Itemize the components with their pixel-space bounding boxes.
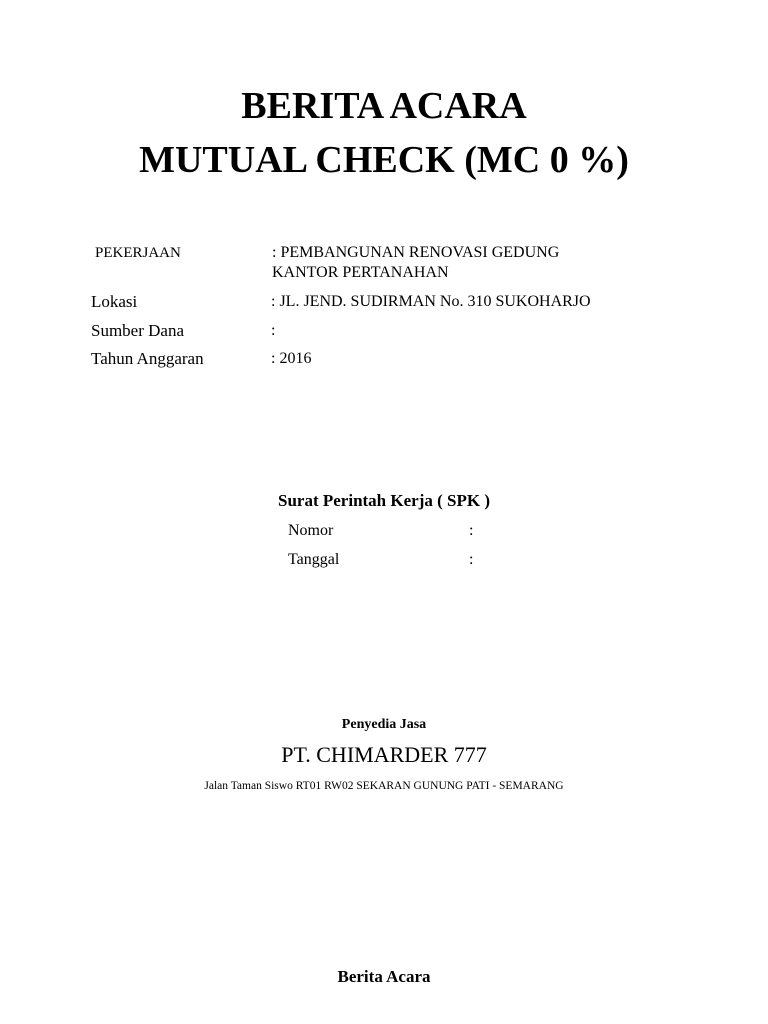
lokasi-label: Lokasi	[91, 292, 138, 311]
provider-company: PT. CHIMARDER 777	[281, 742, 487, 767]
pekerjaan-value-line-1: : PEMBANGUNAN RENOVASI GEDUNG	[272, 244, 560, 261]
title-line-1: BERITA ACARA	[241, 85, 527, 127]
sumber-dana-value: :	[271, 322, 276, 339]
spk-tanggal-value: :	[469, 551, 474, 568]
pekerjaan-value-line-2: KANTOR PERTANAHAN	[272, 264, 449, 281]
lokasi-value: : JL. JEND. SUDIRMAN No. 310 SUKOHARJO	[271, 293, 591, 310]
footer-heading: Berita Acara	[337, 967, 431, 986]
spk-title: Surat Perintah Kerja ( SPK )	[278, 491, 490, 510]
tahun-anggaran-value: : 2016	[271, 350, 312, 367]
sumber-dana-label: Sumber Dana	[91, 321, 185, 340]
provider-heading: Penyedia Jasa	[341, 717, 427, 732]
spk-tanggal-label: Tanggal	[288, 551, 340, 568]
provider-address: Jalan Taman Siswo RT01 RW02 SEKARAN GUNUNG PATI - SEMARANG	[204, 780, 564, 792]
title-line-2: MUTUAL CHECK (MC 0 %)	[139, 139, 629, 181]
tahun-anggaran-label: Tahun Anggaran	[91, 349, 204, 368]
spk-nomor-label: Nomor	[288, 522, 334, 539]
pekerjaan-label: PEKERJAAN	[95, 245, 181, 261]
spk-nomor-value: :	[469, 522, 474, 539]
